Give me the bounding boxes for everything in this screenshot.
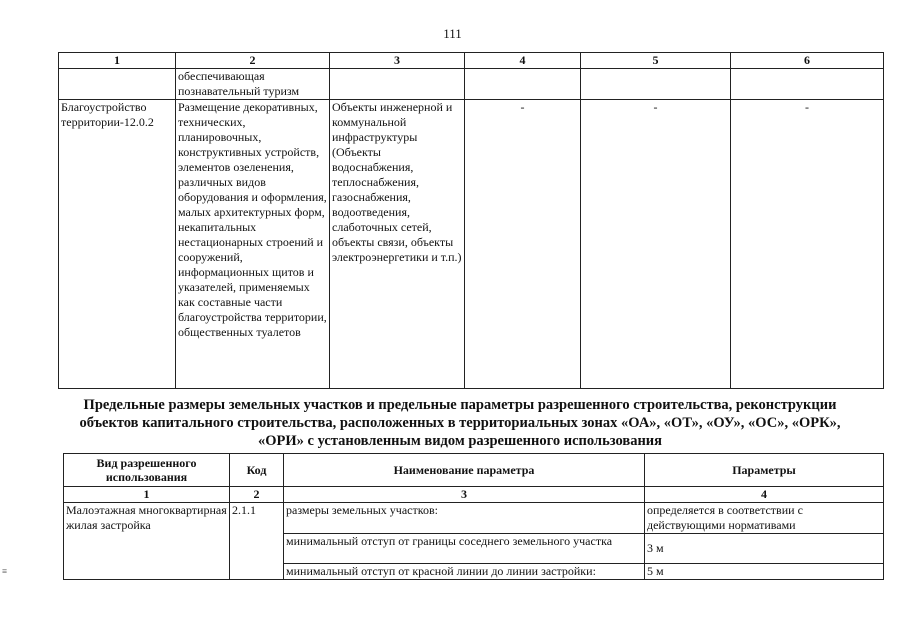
column-number: 2 — [230, 487, 284, 503]
parameter-value: определяется в соответствии с действующими нормативами — [645, 503, 884, 534]
parameter-name: размеры земельных участков: — [284, 503, 645, 534]
parameter-name: минимальный отступ от границы соседнего земельного участка — [284, 534, 645, 564]
column-number: 3 — [330, 53, 465, 69]
page-number: 111 — [443, 26, 462, 41]
column-header: Наименование параметра — [284, 454, 645, 487]
use-type-cell: Малоэтажная многоквартирная жилая застройка — [64, 503, 230, 580]
parameter-value: 3 м — [645, 534, 884, 564]
table-cell — [330, 69, 465, 100]
use-type-cell: Благоустройство территории-12.0.2 — [59, 100, 176, 389]
column-number: 6 — [731, 53, 884, 69]
table-cell: - — [465, 100, 581, 389]
land-use-table — [58, 52, 884, 389]
column-number: 1 — [64, 487, 230, 503]
margin-mark: ≡ — [2, 566, 8, 576]
table-row — [59, 100, 884, 389]
column-number: 2 — [176, 53, 330, 69]
parameter-name: минимальный отступ от красной линии до линии застройки: — [284, 564, 645, 580]
column-header: Вид разрешенного использования — [64, 454, 230, 487]
table-cell: обеспечивающая познавательный туризм — [176, 69, 330, 100]
objects-cell: Объекты инженерной и коммунальной инфраструктуры (Объекты водоснабжения, теплоснабжения, газоснабжения, водоотведения, слаботочных сетей, объекты связи, объекты электроэнергетики и т.п.) — [330, 100, 465, 389]
column-header: Код — [230, 454, 284, 487]
table-cell: - — [731, 100, 884, 389]
table-cell — [581, 69, 731, 100]
table-cell — [465, 69, 581, 100]
column-header: Параметры — [645, 454, 884, 487]
parameter-value: 5 м — [645, 564, 884, 580]
description-cell: Размещение декоративных, технических, планировочных, конструктивных устройств, элементов озеленения, различных видов оборудования и оформления, малых архитектурных форм, некапитальных нестационарных строений и сооружений, информационных щитов и указателей, применяемых как составные части благоустройства территории, общественных туалетов — [176, 100, 330, 389]
section-heading: Предельные размеры земельных участков и предельные параметры разрешенного строительства, реконструкции объектов капитального строительства, расположенных в территориальных зонах «ОА», «ОТ», «ОУ», «ОС», «ОРК», «ОРИ» с установленным видом разрешенного использования — [79, 397, 841, 449]
table-header-row — [59, 53, 884, 69]
column-number: 4 — [465, 53, 581, 69]
table-cell — [59, 69, 176, 100]
table-cell: - — [581, 100, 731, 389]
table-header-row — [64, 454, 884, 487]
table-number-row — [64, 487, 884, 503]
column-number: 1 — [59, 53, 176, 69]
column-number: 5 — [581, 53, 731, 69]
table-cell — [731, 69, 884, 100]
code-cell: 2.1.1 — [230, 503, 284, 580]
table-row — [64, 503, 884, 534]
column-number: 3 — [284, 487, 645, 503]
parameters-table — [63, 453, 884, 580]
column-number: 4 — [645, 487, 884, 503]
table-row — [59, 69, 884, 100]
